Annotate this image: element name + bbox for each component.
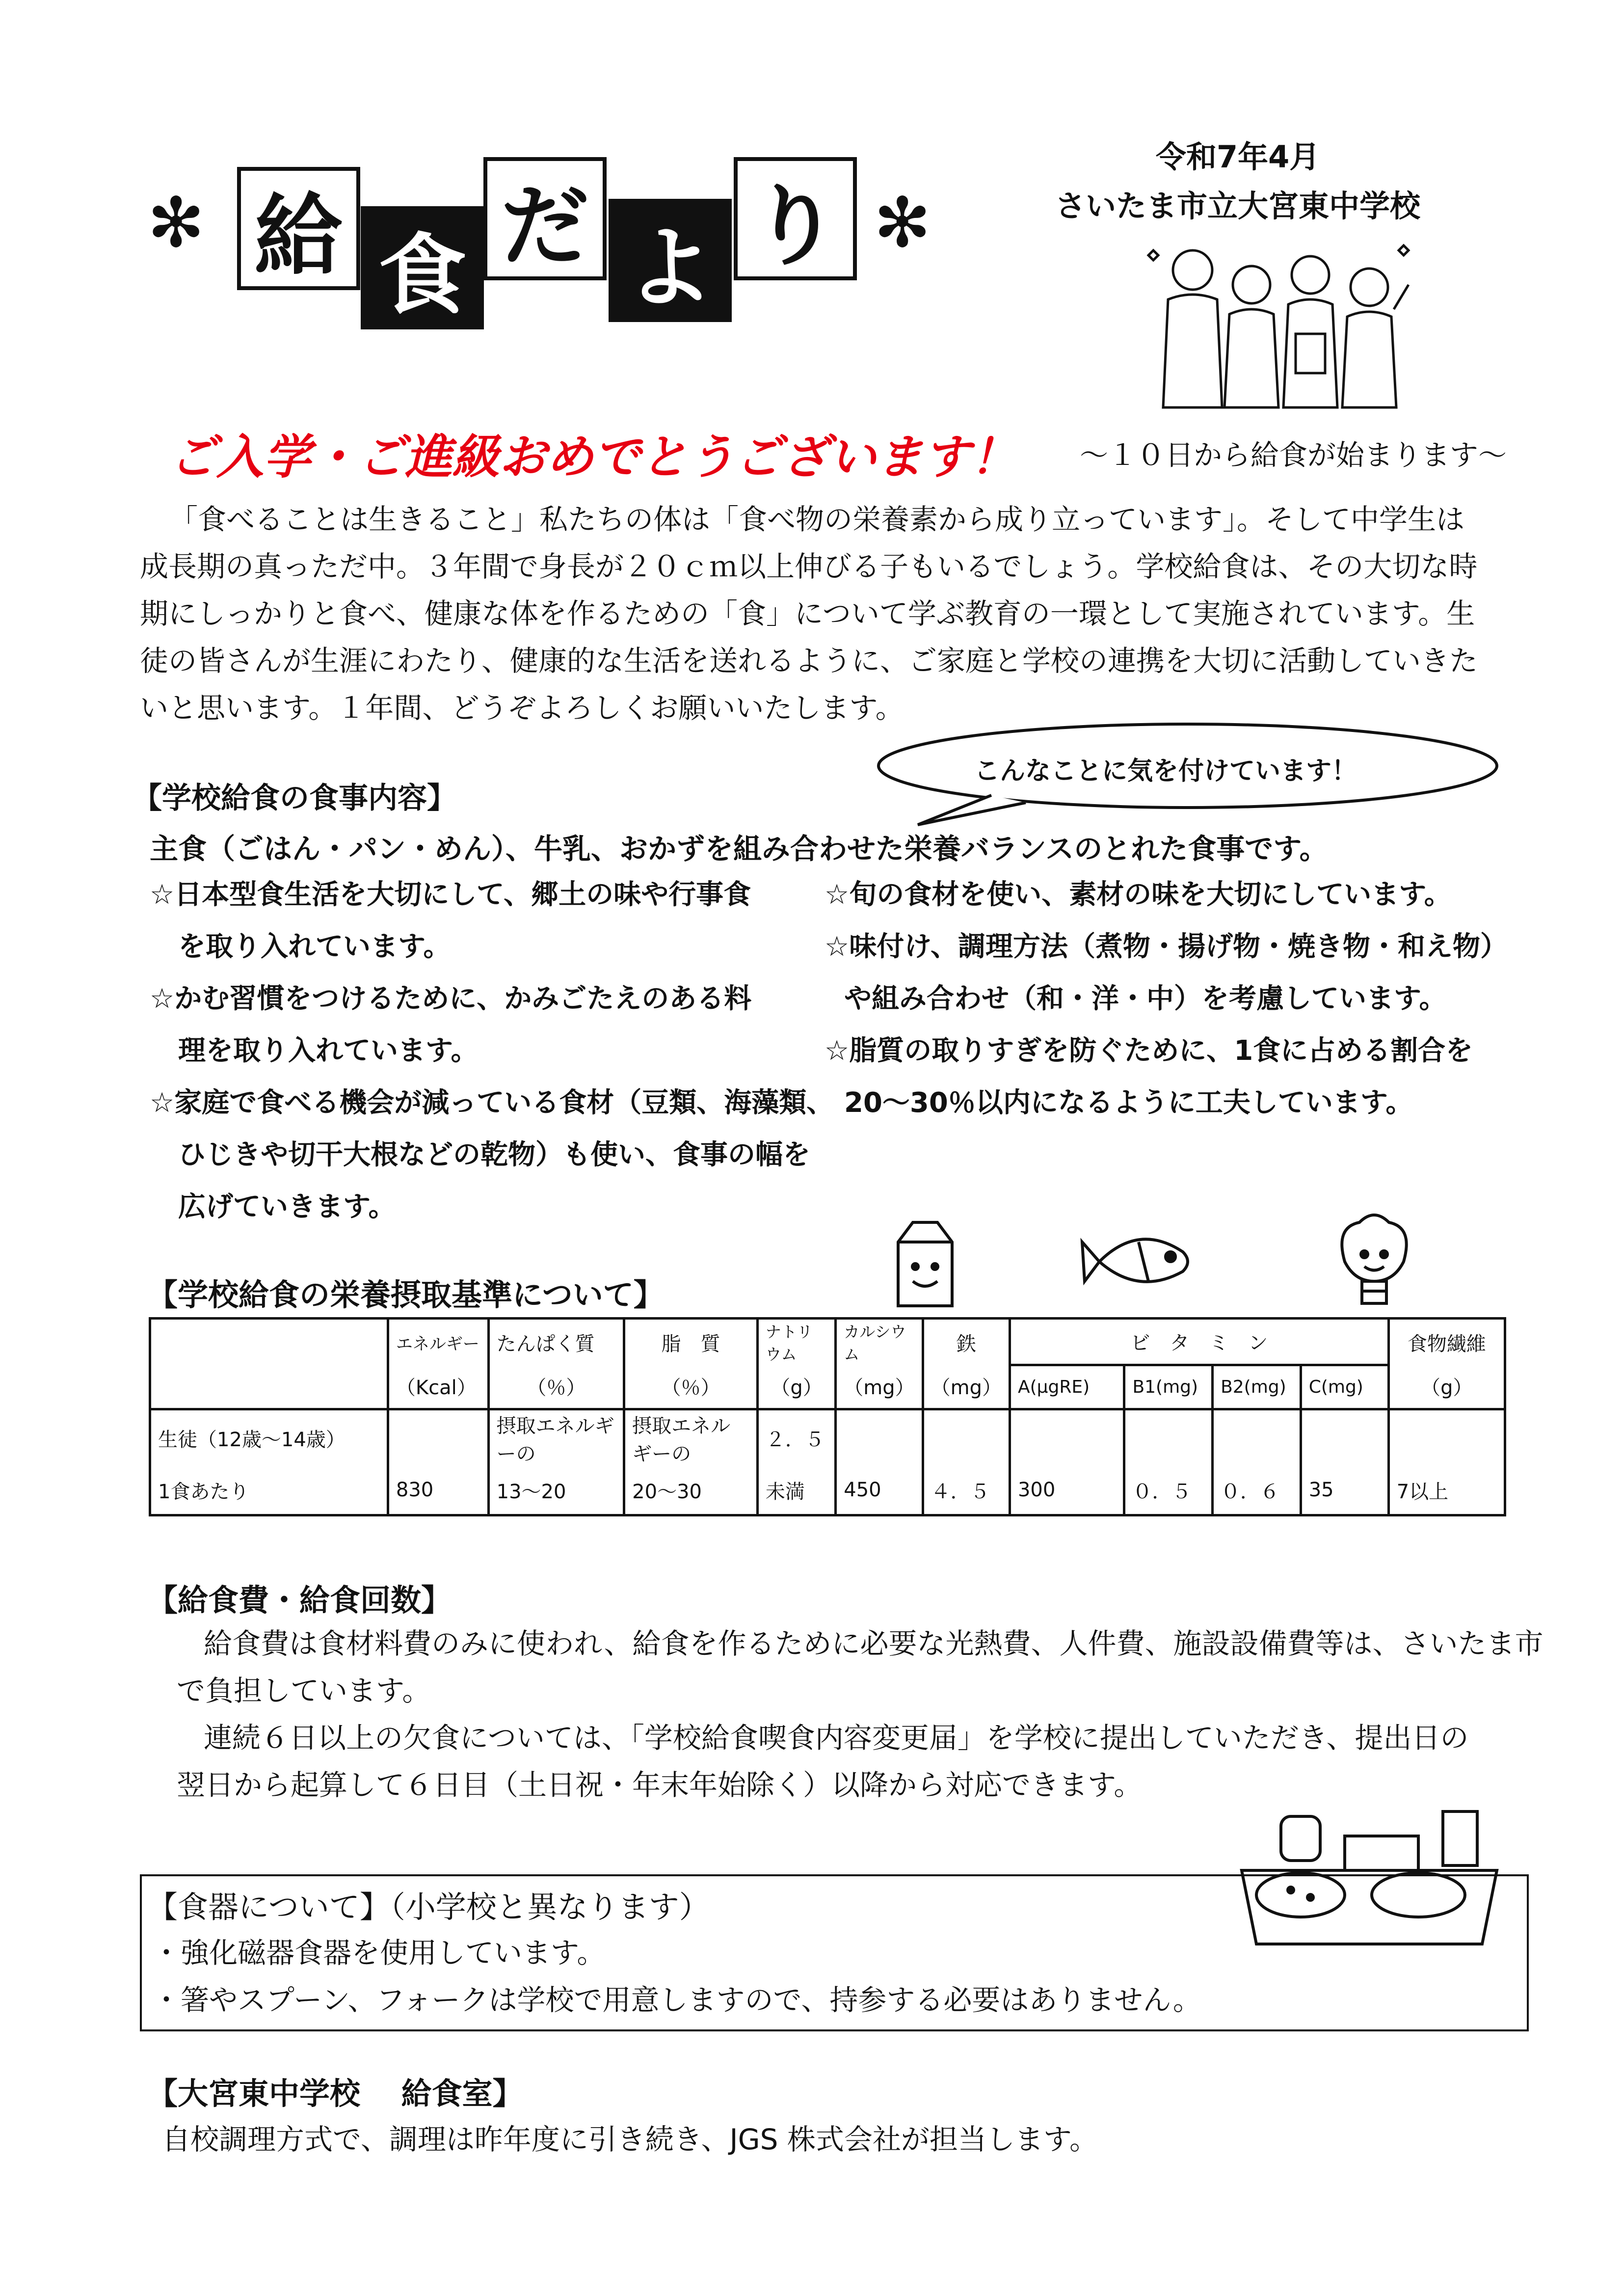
- iron-cell-top: [923, 1409, 1010, 1466]
- fiber-cell-top: [1388, 1409, 1505, 1466]
- vitamin-b1-cell-top: [1124, 1409, 1213, 1466]
- intro-line: 成長期の真っただ中。３年間で身長が２０ｃｍ以上伸びる子もいるでしょう。学校給食は、その大切な時: [140, 550, 1478, 583]
- unit-fiber: （g）: [1388, 1365, 1505, 1409]
- meal-point: や組み合わせ（和・洋・中）を考慮しています。: [844, 983, 1447, 1015]
- title-char-1: 給: [237, 167, 360, 290]
- meal-point: 理を取り入れています。: [178, 1035, 479, 1067]
- table-corner-cell: [150, 1319, 388, 1409]
- issue-date: 令和7年4月: [1156, 139, 1320, 175]
- meal-point: ☆家庭で食べる機会が減っている食材（豆類、海藻類、: [150, 1087, 834, 1119]
- headline-main: ご入学・ご進級おめでとうございます！: [169, 430, 1017, 485]
- meal-content-summary: 主食（ごはん・パン・めん）、牛乳、おかずを組み合わせた栄養バランスのとれた食事です。: [150, 832, 1328, 865]
- iron-value: ４．５: [923, 1466, 1010, 1515]
- meal-point: ☆旬の食材を使い、素材の味を大切にしています。: [825, 879, 1452, 911]
- tableware-item: ・箸やスプーン、フォークは学校で用意しますので、持参する必要はありません。: [152, 1983, 1201, 2017]
- meal-point: ☆日本型食生活を大切にして、郷土の味や行事食: [150, 879, 751, 911]
- unit-vitamin-b2: B2(mg): [1213, 1365, 1301, 1409]
- meal-point: 広げていきます。: [178, 1191, 396, 1223]
- meal-points-right: [825, 869, 1561, 1129]
- energy-cell-top: [388, 1409, 488, 1466]
- star-ornament-right-icon: ✻: [874, 183, 931, 263]
- star-ornament-left-icon: ✻: [147, 183, 205, 263]
- fish-icon: [1080, 1217, 1207, 1301]
- kitchen-text: 自校調理方式で、調理は昨年度に引き続き、JGS 株式会社が担当します。: [162, 2123, 1098, 2156]
- school-name: さいたま市立大宮東中学校: [1055, 188, 1421, 224]
- speech-bubble-text: こんなことに気を付けています！: [974, 756, 1357, 786]
- staff-people-illustration: [1139, 236, 1413, 412]
- energy-value: 830: [388, 1466, 488, 1515]
- fees-heading: 【給食費・給食回数】: [147, 1582, 452, 1618]
- unit-iron: （mg）: [923, 1365, 1010, 1409]
- tableware-heading: 【食器について】（小学校と異なります）: [147, 1889, 710, 1925]
- vitamin-c-value: 35: [1301, 1466, 1388, 1515]
- intro-paragraph: [140, 496, 1593, 731]
- meal-points-left: [150, 869, 837, 1233]
- vitamin-a-value: 300: [1010, 1466, 1124, 1515]
- col-sodium: ナトリウム: [757, 1319, 835, 1365]
- milk-carton-icon: [883, 1217, 967, 1311]
- tableware-list: [152, 1929, 1477, 2024]
- row-label-age: 生徒（12歳～14歳）: [150, 1409, 388, 1466]
- unit-sodium: （g）: [757, 1365, 835, 1409]
- fees-line: 翌日から起算して６日目（土日祝・年末年始除く）以降から対応できます。: [177, 1768, 1143, 1802]
- calcium-cell-top: [836, 1409, 923, 1466]
- title-char-5: り: [734, 157, 857, 280]
- kitchen-heading: 【大宮東中学校 給食室】: [147, 2076, 523, 2111]
- unit-calcium: （mg）: [836, 1365, 923, 1409]
- col-fat: 脂 質: [624, 1319, 758, 1365]
- intro-line: 徒の皆さんが生涯にわたり、健康的な生活を送れるように、ご家庭と学校の連携を大切に活動していきた: [140, 644, 1478, 677]
- intro-line: 期にしっかりと食べ、健康な体を作るための「食」について学ぶ教育の一環として実施されています。生: [140, 597, 1475, 630]
- sodium-unit-note: 未満: [757, 1466, 835, 1515]
- intro-line: 「食べることは生きること」私たちの体は「食べ物の栄養素から成り立っています」。そして中学生は: [169, 503, 1465, 536]
- meal-point: ☆味付け、調理方法（煮物・揚げ物・焼き物・和え物）: [825, 931, 1508, 963]
- protein-note: 摂取エネルギーの: [488, 1409, 624, 1466]
- title-char-2: 食: [361, 206, 484, 329]
- row-label-per-meal: 1食あたり: [150, 1466, 388, 1515]
- unit-energy: （Kcal）: [388, 1365, 488, 1409]
- col-protein: たんぱく質: [488, 1319, 624, 1365]
- meal-point: を取り入れています。: [178, 931, 451, 963]
- fees-line: で負担しています。: [177, 1674, 431, 1707]
- fees-paragraph: [177, 1620, 1600, 1809]
- nutrition-table: [149, 1317, 1506, 1516]
- meal-point: ☆かむ習慣をつけるために、かみごたえのある料: [150, 983, 752, 1015]
- fat-value: 20～30: [624, 1466, 758, 1515]
- fiber-value: 7以上: [1388, 1466, 1505, 1515]
- tableware-item: ・強化磁器食器を使用しています。: [152, 1936, 606, 1970]
- calcium-value: 450: [836, 1466, 923, 1515]
- protein-value: 13～20: [488, 1466, 624, 1515]
- vitamin-c-cell-top: [1301, 1409, 1388, 1466]
- meal-point: 20～30％以内になるように工夫しています。: [844, 1087, 1413, 1119]
- unit-fat: （％）: [624, 1365, 758, 1409]
- lettuce-bulb-icon: [1325, 1208, 1423, 1316]
- unit-vitamin-a: A(μgRE): [1010, 1365, 1124, 1409]
- fat-note: 摂取エネルギーの: [624, 1409, 758, 1466]
- vitamin-b2-cell-top: [1213, 1409, 1301, 1466]
- vitamin-a-cell-top: [1010, 1409, 1124, 1466]
- fees-line: 連続６日以上の欠食については、「学校給食喫食内容変更届」を学校に提出していただき、提出日の: [204, 1721, 1469, 1755]
- unit-protein: （％）: [488, 1365, 624, 1409]
- col-iron: 鉄: [923, 1319, 1010, 1365]
- col-vitamin: ビ タ ミ ン: [1010, 1319, 1388, 1365]
- title-char-4: よ: [609, 199, 732, 322]
- unit-vitamin-b1: B1(mg): [1124, 1365, 1213, 1409]
- title-char-3: だ: [483, 157, 607, 280]
- meal-point: ひじきや切干大根などの乾物）も使い、食事の幅を: [178, 1139, 810, 1171]
- meal-content-heading: 【学校給食の食事内容】: [133, 781, 456, 815]
- meal-point: ☆脂質の取りすぎを防ぐために、1食に占める割合を: [825, 1035, 1473, 1067]
- nutrition-heading: 【学校給食の栄養摂取基準について】: [147, 1277, 664, 1313]
- unit-vitamin-c: C(mg): [1301, 1365, 1388, 1409]
- vitamin-b2-value: ０．６: [1213, 1466, 1301, 1515]
- col-fiber: 食物繊維: [1388, 1319, 1505, 1365]
- col-energy: エネルギー: [388, 1319, 488, 1365]
- headline-sub: ～１０日から給食が始まります～: [1080, 438, 1507, 472]
- fees-line: 給食費は食材料費のみに使われ、給食を作るために必要な光熱費、人件費、施設設備費等は、さいたま市: [204, 1627, 1543, 1660]
- intro-line: いと思います。１年間、どうぞよろしくお願いいたします。: [140, 691, 904, 725]
- col-calcium: カルシウム: [836, 1319, 923, 1365]
- vitamin-b1-value: ０．５: [1124, 1466, 1213, 1515]
- sodium-value: ２．５: [757, 1409, 835, 1466]
